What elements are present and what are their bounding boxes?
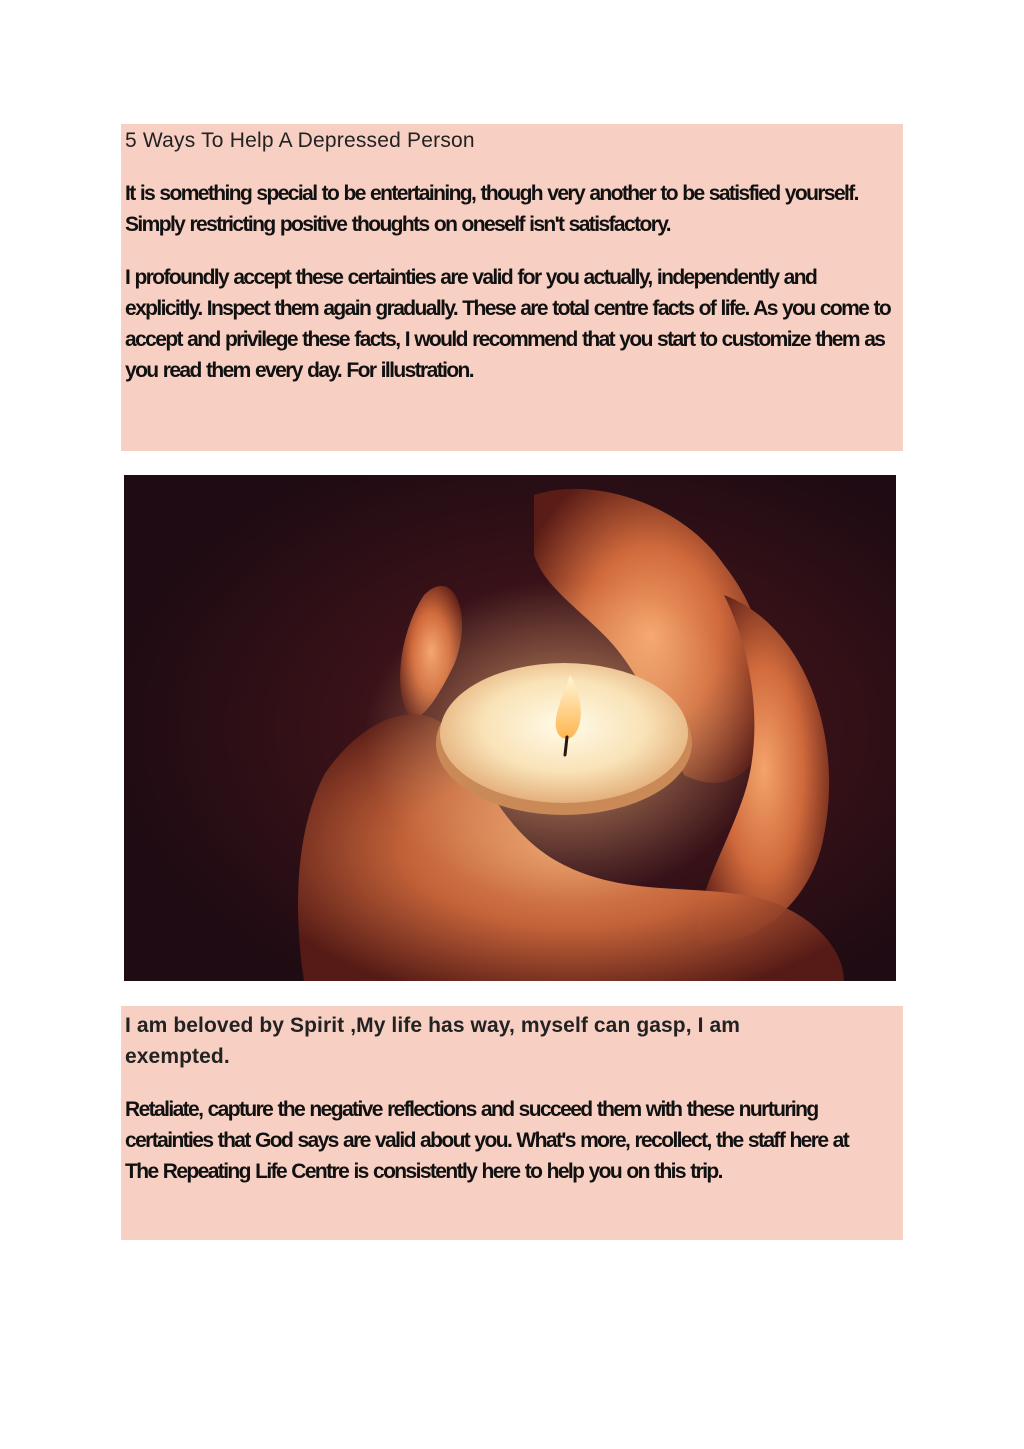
closing-paragraph: Retaliate, capture the negative reflections and succeed them with these nurturing certainties that God says are valid about you. What's more, recollect, the staff here at The Repeating Life Centre is consistently here to help you on this trip. — [125, 1098, 849, 1183]
intro-section — [121, 124, 903, 451]
intro-paragraph-1: It is something special to be entertaining, though very another to be satisfied yourself. Simply restricting positive thoughts on oneself isn't satisfactory. — [125, 182, 858, 236]
affirmation-section — [121, 1006, 903, 1240]
affirmation-text: I am beloved by Spirit ,My life has way, myself can gasp, I am exempted. — [125, 1014, 741, 1068]
document-title: 5 Ways To Help A Depressed Person — [125, 129, 475, 152]
intro-paragraph-2: I profoundly accept these certainties are valid for you actually, independently and explicitly. Inspect them again gradually. These are total centre facts of life. As you come to accept and privilege these facts, I would recommend that you start to customize them as you read them every day. For illustration. — [125, 266, 891, 382]
candle-in-hands-photo — [124, 475, 896, 981]
